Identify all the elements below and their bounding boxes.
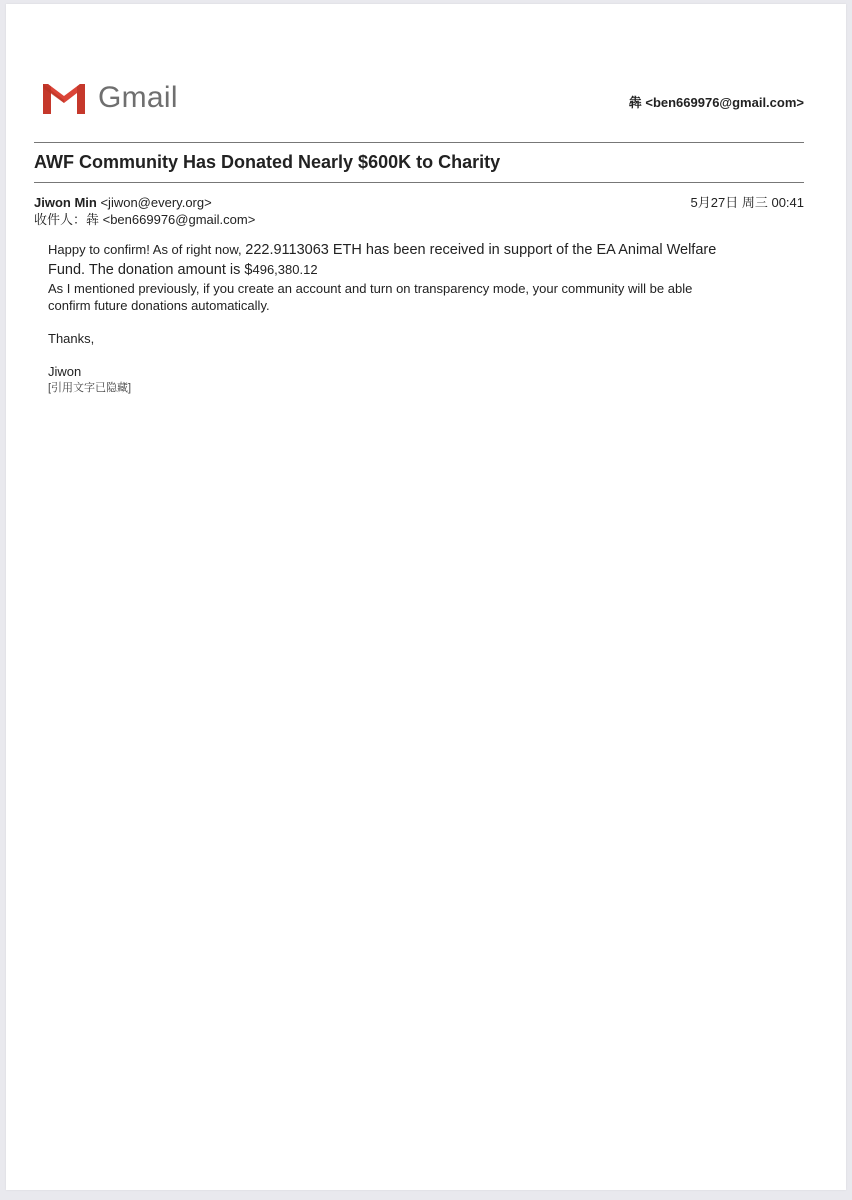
gmail-logo-icon (40, 80, 88, 116)
subject-divider (34, 182, 804, 183)
sender-name: Jiwon Min (34, 195, 97, 210)
donation-amount: 496,380.12 (252, 262, 318, 277)
body-line-2 (48, 260, 788, 280)
spacer (48, 314, 788, 330)
gmail-logo-text: Gmail (98, 81, 178, 114)
account-email: 犇 <ben669976@gmail.com> (628, 95, 804, 110)
email-subject: AWF Community Has Donated Nearly $600K to Charity (34, 152, 501, 172)
sender-email: <jiwon@every.org> (100, 195, 212, 210)
sender-line (34, 194, 804, 211)
top-divider (34, 142, 804, 143)
body-line-1-end: 222.9113063 ETH has been received in support of the EA Animal Welfare (245, 242, 717, 258)
body-thanks: Thanks, (48, 331, 95, 346)
spacer (48, 347, 788, 363)
body-line-3: As I mentioned previously, if you create an account and turn on transparency mode, your community will be able (48, 281, 693, 296)
body-line-1 (48, 240, 788, 260)
email-body (48, 240, 788, 397)
body-line-4: confirm future donations automatically. (48, 298, 270, 313)
body-line-1-start: Happy to confirm! As of right now, (48, 242, 246, 257)
recipient-line: 收件人：犇 <ben669976@gmail.com> (34, 212, 256, 227)
email-meta (34, 194, 804, 228)
email-date: 5月27日 周三 00:41 (690, 195, 804, 210)
print-header (34, 78, 804, 128)
body-signature: Jiwon (48, 364, 82, 379)
body-line-2-start: Fund. The donation amount is $ (48, 262, 253, 278)
quoted-text-hidden: [引用文字已隐藏] (48, 382, 132, 394)
